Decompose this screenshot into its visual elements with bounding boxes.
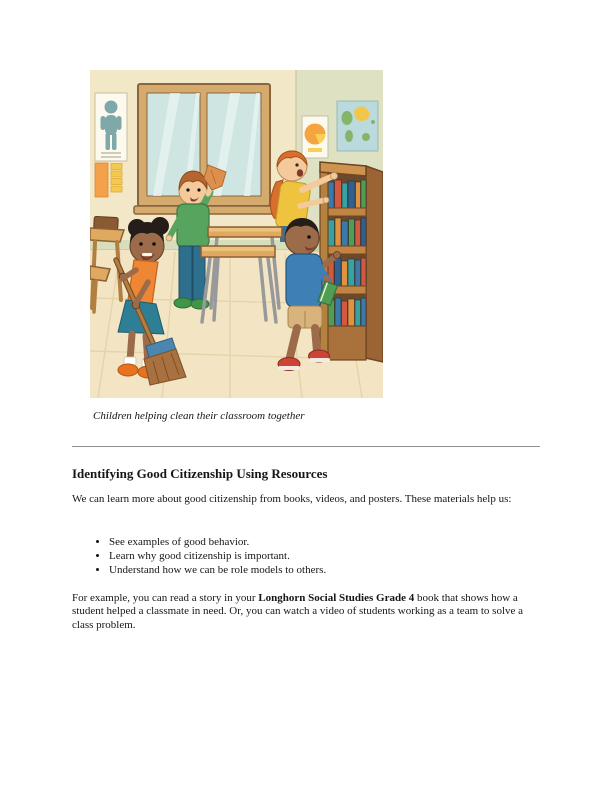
figure-caption: Children helping clean their classroom together (93, 410, 305, 422)
resource-benefits-list (72, 535, 549, 577)
classroom-illustration (90, 70, 383, 398)
list-item: • See examples of good behavior. (109, 535, 549, 549)
example-text-post: book that shows how a student helped a classmate in need. Or, you can watch a video of students working as a team to solve a class problem. (72, 592, 524, 631)
pie-chart-poster (302, 116, 328, 158)
body-chart-poster (95, 93, 127, 161)
intro-paragraph: We can learn more about good citizenship from books, videos, and posters. These materials help us: (72, 493, 512, 505)
list-item: • Understand how we can be role models to others. (109, 563, 549, 577)
section-heading: Identifying Good Citizenship Using Resources (72, 466, 328, 481)
example-text-pre: For example, you can read a story in your (72, 592, 259, 604)
book-title-bold: Longhorn Social Studies Grade 4 (258, 592, 415, 604)
world-map-poster (337, 101, 378, 151)
section-divider (72, 446, 540, 447)
list-item: • Learn why good citizenship is important. (109, 549, 549, 563)
example-paragraph (72, 592, 544, 632)
